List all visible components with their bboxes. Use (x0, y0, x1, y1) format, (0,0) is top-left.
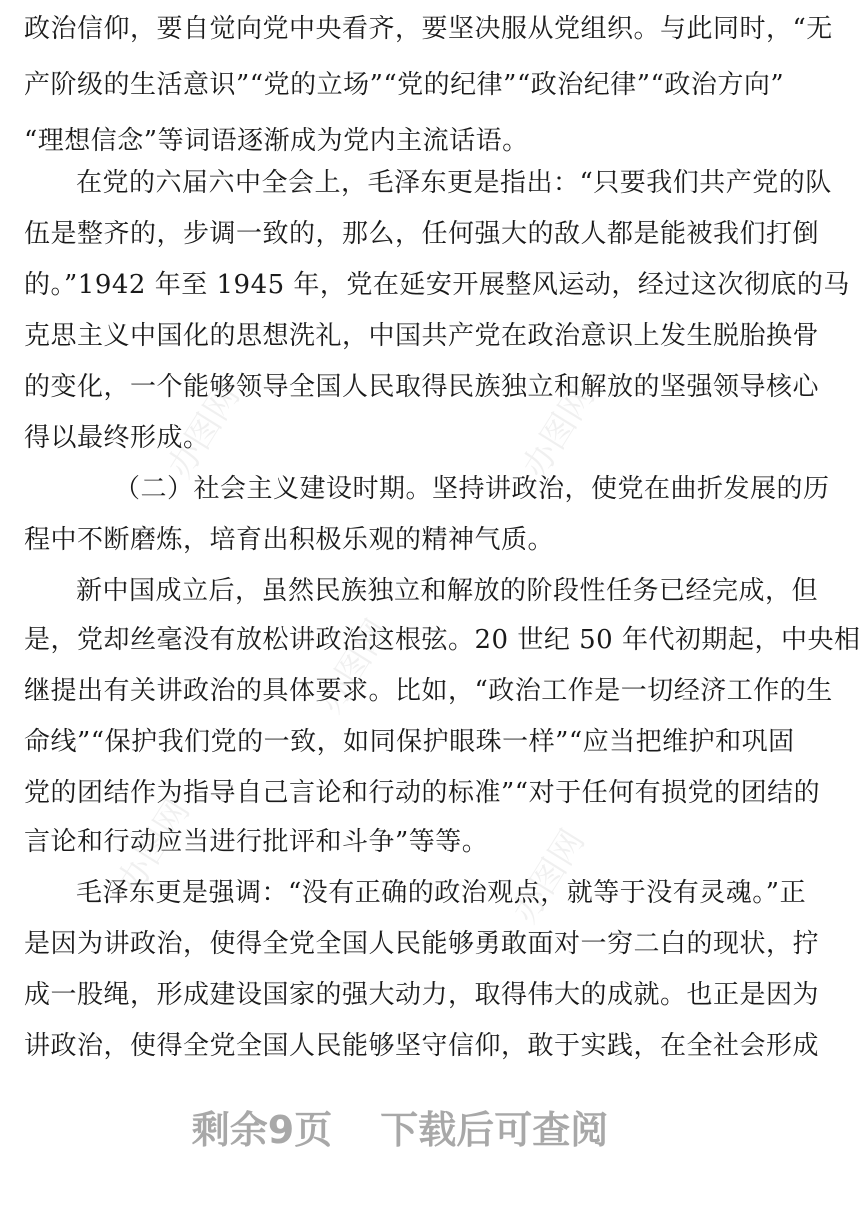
text-line: 是因为讲政治，使得全党全国人民能够勇敢面对一穷二白的现状，拧 (24, 929, 820, 959)
text-line: 政治信仰，要自觉向党中央看齐，要坚决服从党组织。与此同时，“无 (24, 14, 833, 44)
text-line: 伍是整齐的，步调一致的，那么，任何强大的敌人都是能被我们打倒 (24, 219, 820, 249)
text-line: 命线”“保护我们党的一致，如同保护眼珠一样”“应当把维护和巩固 (24, 727, 795, 757)
text-line: 在党的六届六中全会上，毛泽东更是指出：“只要我们共产党的队 (76, 168, 832, 198)
text-line: 产阶级的生活意识”“党的立场”“党的纪律”“政治纪律”“政治方向” (24, 70, 785, 100)
section-heading: （二）社会主义建设时期。坚持讲政治，使党在曲折发展的历 (114, 474, 830, 504)
text-line: 程中不断磨炼，培育出积极乐观的精神气质。 (24, 525, 555, 555)
text-line: 得以最终形成。 (24, 423, 210, 453)
watermark: 办图网 (309, 612, 398, 721)
text-line: 新中国成立后，虽然民族独立和解放的阶段性任务已经完成，但 (76, 576, 819, 606)
text-line: 克思主义中国化的思想洗礼，中国共产党在政治意识上发生脱胎换骨 (24, 321, 820, 351)
watermark: 办图网 (504, 822, 593, 931)
watermark: 办图网 (514, 377, 603, 486)
text-line: 党的团结作为指导自己言论和行动的标准”“对于任何有损党的团结的 (24, 778, 821, 808)
text-line: 讲政治，使得全党全国人民能够坚守信仰，敢于实践，在全社会形成 (24, 1031, 820, 1061)
text-line: 的。”1942 年至 1945 年，党在延安开展整风运动，经过这次彻底的马 (24, 270, 850, 300)
text-line: 言论和行动应当进行批评和斗争”等等。 (24, 827, 489, 857)
download-prompt[interactable] (0, 1100, 800, 1160)
text-line: “理想信念”等词语逐渐成为党内主流话语。 (24, 126, 529, 156)
watermark: 办图网 (159, 377, 248, 486)
text-line: 毛泽东更是强调：“没有正确的政治观点，就等于没有灵魂。”正 (76, 878, 807, 908)
text-line: 继提出有关讲政治的具体要求。比如，“政治工作是一切经济工作的生 (24, 676, 833, 706)
remaining-pages-label: 剩余9页 (191, 1108, 333, 1152)
download-label: 下载后可查阅 (380, 1108, 609, 1152)
text-line: 的变化，一个能够领导全国人民取得民族独立和解放的坚强领导核心 (24, 372, 820, 402)
text-line: 成一股绳，形成建设国家的强大动力，取得伟大的成就。也正是因为 (24, 980, 820, 1010)
text-line: 是，党却丝毫没有放松讲政治这根弦。20 世纪 50 年代初期起，中央相 (24, 625, 860, 655)
watermark: 办图网 (109, 792, 198, 901)
